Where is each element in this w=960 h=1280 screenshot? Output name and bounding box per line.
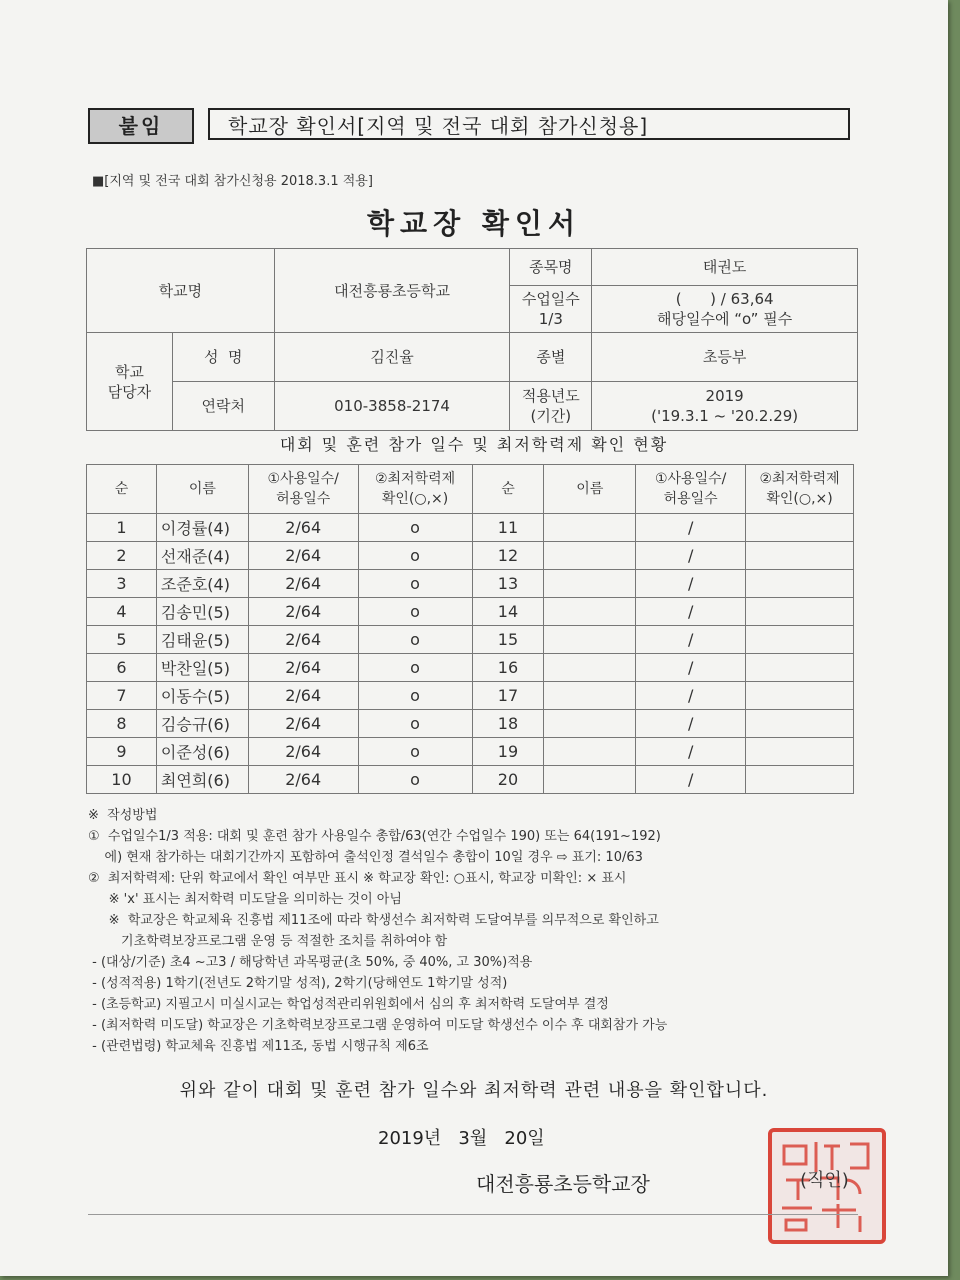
row-name2 [544, 542, 636, 570]
table-row [87, 598, 854, 626]
contact-value: 010-3858-2174 [274, 382, 510, 431]
row-check: o [358, 654, 472, 682]
row-check2 [746, 598, 854, 626]
seal-label: (직인) [800, 1170, 849, 1191]
row-check2 [746, 654, 854, 682]
row-check: o [358, 514, 472, 542]
division-value: 초등부 [592, 333, 858, 382]
manager-label [87, 333, 173, 431]
row-check: o [358, 570, 472, 598]
row-no: 1 [87, 514, 157, 542]
period-value-line1: 2019 [705, 387, 744, 405]
note-line: ※ 학교장은 학교체육 진흥법 제11조에 따라 학생선수 최저학력 도달여부를 의무적으로 확인하고 [88, 913, 659, 928]
school-days-label [510, 286, 592, 333]
attachment-header [88, 108, 854, 144]
row-name2 [544, 710, 636, 738]
row-days: 2/64 [248, 598, 358, 626]
table-row [87, 766, 854, 794]
row-name2 [544, 626, 636, 654]
row-check2 [746, 766, 854, 794]
col-name-header: 이름 [156, 465, 248, 514]
col-days-header-line2: 허용일수 [276, 491, 331, 507]
table-row [87, 682, 854, 710]
row-no2: 18 [472, 710, 544, 738]
school-days-label-line2: 1/3 [538, 310, 563, 328]
row-name2 [544, 682, 636, 710]
row-check: o [358, 766, 472, 794]
row-name: 김송민(5) [156, 598, 248, 626]
row-days2: / [636, 542, 746, 570]
period-value [592, 382, 858, 431]
note-line: ② 최저학력제: 단위 학교에서 확인 여부만 표시 ※ 학교장 확인: ○표시, 학교장 미확인: × 표시 [88, 871, 627, 886]
row-name2 [544, 766, 636, 794]
note-line: ※ 작성방법 [88, 808, 158, 823]
row-days: 2/64 [248, 710, 358, 738]
row-check2 [746, 682, 854, 710]
row-name: 조준호(4) [156, 570, 248, 598]
table-row [87, 710, 854, 738]
row-days: 2/64 [248, 542, 358, 570]
note-line: ※ 'x' 표시는 최저학력 미도달을 의미하는 것이 아님 [88, 892, 402, 907]
col-no-header: 순 [87, 465, 157, 514]
row-no: 5 [87, 626, 157, 654]
table-row [87, 654, 854, 682]
row-days: 2/64 [248, 514, 358, 542]
row-check2 [746, 570, 854, 598]
row-days2: / [636, 514, 746, 542]
row-days: 2/64 [248, 570, 358, 598]
row-no: 2 [87, 542, 157, 570]
row-name: 최연희(6) [156, 766, 248, 794]
row-no: 3 [87, 570, 157, 598]
row-days2: / [636, 570, 746, 598]
participation-header-row [87, 465, 854, 514]
row-check: o [358, 542, 472, 570]
row-check: o [358, 682, 472, 710]
row-check2 [746, 514, 854, 542]
row-no2: 12 [472, 542, 544, 570]
form-version-note: ■[지역 및 전국 대회 참가신청용 2018.3.1 적용] [92, 174, 373, 189]
row-no2: 11 [472, 514, 544, 542]
col-days-header-line1: ①사용일수/ [267, 471, 339, 487]
row-check: o [358, 626, 472, 654]
division-label: 종별 [510, 333, 592, 382]
col-days2-header [636, 465, 746, 514]
school-name-label: 학교명 [87, 249, 275, 333]
row-days2: / [636, 710, 746, 738]
row-check2 [746, 738, 854, 766]
row-no2: 15 [472, 626, 544, 654]
table-row [87, 570, 854, 598]
row-check2 [746, 710, 854, 738]
principal-title: 대전흥룡초등학교장 [476, 1172, 650, 1196]
row-days: 2/64 [248, 766, 358, 794]
row-no2: 13 [472, 570, 544, 598]
row-check: o [358, 738, 472, 766]
table-row [87, 626, 854, 654]
sport-label: 종목명 [510, 249, 592, 286]
row-name: 이준성(6) [156, 738, 248, 766]
col-no2-header: 순 [472, 465, 544, 514]
row-days: 2/64 [248, 738, 358, 766]
col-check-header-line2: 확인(○,×) [381, 491, 449, 507]
row-no2: 19 [472, 738, 544, 766]
school-name-value: 대전흥룡초등학교 [274, 249, 510, 333]
col-check-header [358, 465, 472, 514]
period-label-line2: (기간) [530, 407, 572, 425]
col-check2-header [746, 465, 854, 514]
note-line: - (초등학교) 지필고시 미실시교는 학업성적관리위원회에서 심의 후 최저학력 도달여부 결정 [88, 997, 609, 1012]
participation-rows [87, 514, 854, 794]
row-days2: / [636, 766, 746, 794]
row-name2 [544, 570, 636, 598]
row-name: 이동수(5) [156, 682, 248, 710]
row-no: 9 [87, 738, 157, 766]
col-days2-header-line1: ①사용일수/ [654, 471, 727, 487]
table-row [87, 514, 854, 542]
row-no: 6 [87, 654, 157, 682]
period-label-line1: 적용년도 [521, 387, 580, 405]
row-name2 [544, 738, 636, 766]
manager-name-value: 김진율 [274, 333, 510, 382]
row-days2: / [636, 654, 746, 682]
note-line: ① 수업일수1/3 적용: 대회 및 훈련 참가 사용일수 총합/63(연간 수업일수 190) 또는 64(191~192) [88, 829, 661, 844]
row-no: 7 [87, 682, 157, 710]
document-title: 학교장 확인서 [366, 207, 582, 240]
row-name2 [544, 654, 636, 682]
period-value-line2: ('19.3.1 ~ '20.2.29) [651, 407, 799, 425]
table-row [87, 738, 854, 766]
manager-label-line1: 학교 [114, 362, 144, 381]
row-days: 2/64 [248, 682, 358, 710]
row-check: o [358, 598, 472, 626]
manager-label-line2: 담당자 [107, 382, 152, 401]
table-row [87, 542, 854, 570]
school-days-label-line1: 수업일수 [521, 290, 580, 308]
note-line: - (대상/기준) 초4 ~고3 / 해당학년 과목평균(초 50%, 중 40%, 고 30%)적용 [88, 955, 533, 970]
col-name2-header: 이름 [544, 465, 636, 514]
contact-label: 연락처 [172, 382, 274, 431]
col-check2-header-line2: 확인(○,×) [766, 491, 833, 507]
manager-name-label: 성 명 [172, 333, 274, 382]
row-check: o [358, 710, 472, 738]
row-days: 2/64 [248, 626, 358, 654]
school-days-value-line2: 해당일수에 “o” 필수 [657, 310, 793, 328]
school-days-value [592, 286, 858, 333]
school-days-value-line1: ( ) / 63,64 [675, 290, 774, 308]
issue-date: 2019년 3월 20일 [378, 1128, 545, 1149]
row-name2 [544, 514, 636, 542]
confirmation-statement: 위와 같이 대회 및 훈련 참가 일수와 최저학력 관련 내용을 확인합니다. [179, 1080, 769, 1101]
col-check-header-line1: ②최저학력제 [374, 471, 456, 487]
row-name: 선재준(4) [156, 542, 248, 570]
row-name: 김태윤(5) [156, 626, 248, 654]
note-line: 에) 현재 참가하는 대회기간까지 포함하여 출석인정 결석일수 총합이 10일 경우 ⇨ 표기: 10/63 [88, 850, 643, 865]
row-name: 박찬일(5) [156, 654, 248, 682]
row-name2 [544, 598, 636, 626]
sport-value: 태권도 [592, 249, 858, 286]
col-check2-header-line1: ②최저학력제 [759, 471, 840, 487]
note-line: - (최저학력 미도달) 학교장은 기초학력보장프로그램 운영하여 미도달 학생선수 이수 후 대회참가 가능 [88, 1018, 668, 1033]
attachment-badge: 붙임 [88, 108, 194, 144]
participation-section-title: 대회 및 훈련 참가 일수 및 최저학력제 확인 현황 [279, 435, 669, 454]
row-no: 8 [87, 710, 157, 738]
col-days2-header-line2: 허용일수 [663, 491, 718, 507]
school-info-table [86, 248, 858, 431]
note-line: - (관련법령) 학교체육 진흥법 제11조, 동법 시행규칙 제6조 [88, 1039, 429, 1054]
row-no2: 14 [472, 598, 544, 626]
row-check2 [746, 542, 854, 570]
participation-table [86, 464, 854, 794]
row-days: 2/64 [248, 654, 358, 682]
note-line: - (성적적용) 1학기(전년도 2학기말 성적), 2학기(당해연도 1학기말 성적) [88, 976, 508, 991]
note-line: 기초학력보장프로그램 운영 등 적절한 조치를 취하여야 함 [88, 934, 448, 949]
footer-divider [88, 1214, 858, 1215]
row-check2 [746, 626, 854, 654]
row-days2: / [636, 598, 746, 626]
row-no: 10 [87, 766, 157, 794]
row-days2: / [636, 738, 746, 766]
row-name: 이경률(4) [156, 514, 248, 542]
row-days2: / [636, 682, 746, 710]
period-label [510, 382, 592, 431]
row-no2: 16 [472, 654, 544, 682]
row-days2: / [636, 626, 746, 654]
col-days-header [248, 465, 358, 514]
row-no2: 20 [472, 766, 544, 794]
row-name: 김승규(6) [156, 710, 248, 738]
row-no2: 17 [472, 682, 544, 710]
attachment-title: 학교장 확인서[지역 및 전국 대회 참가신청용] [208, 108, 850, 140]
row-no: 4 [87, 598, 157, 626]
